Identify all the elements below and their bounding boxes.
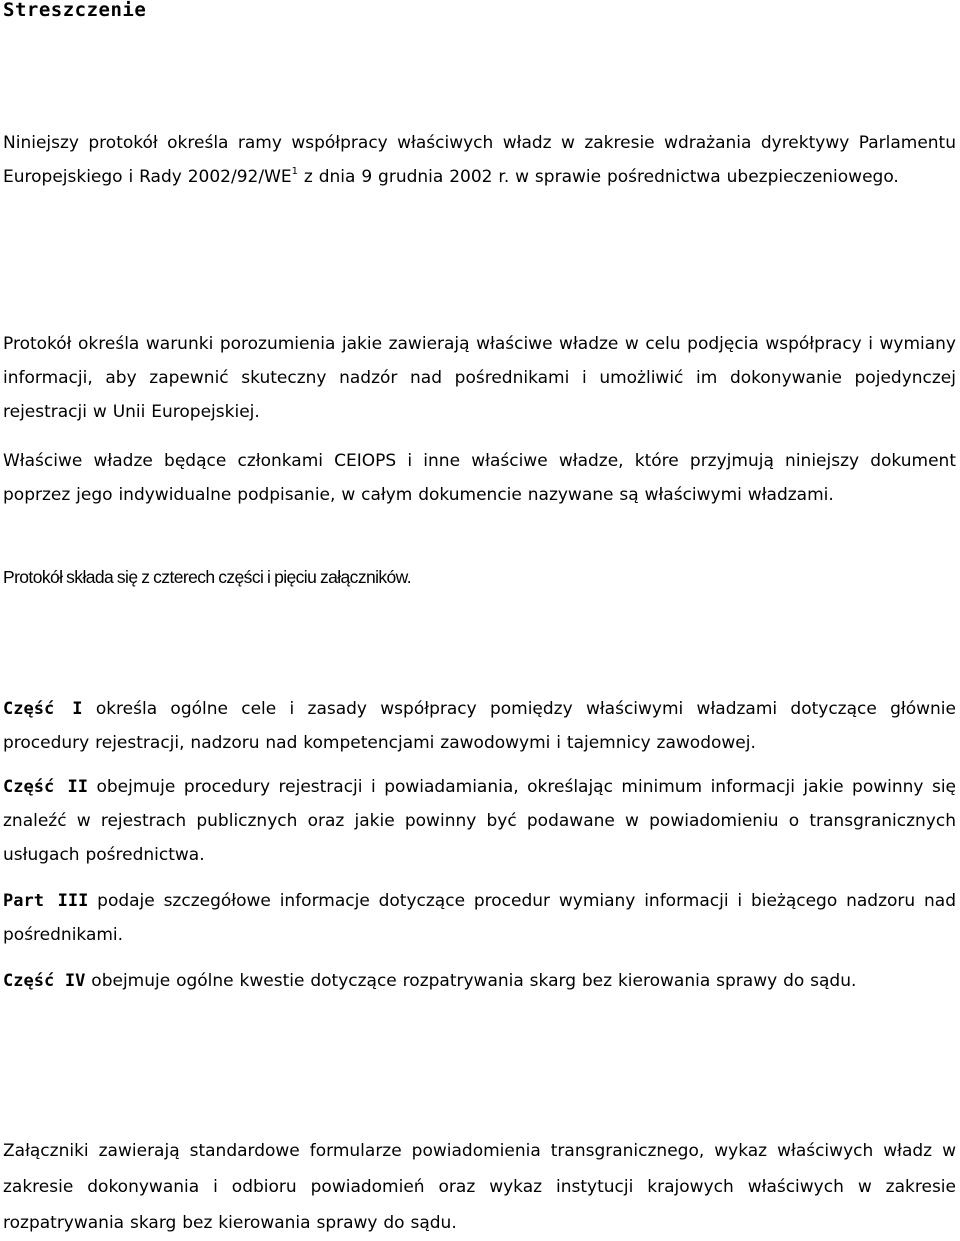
intro-text: Niniejszy protokół określa ramy współpracy właściwych władz w zakresie wdrażania dyrektywy Parlamentu Europejskiego i Rady 2002/92/WE [3,133,956,187]
annexes-paragraph: Załączniki zawierają standardowe formularze powiadomienia transgranicznego, wykaz właściwych władz w zakresie dokonywania i odbioru powiadomień oraz wykaz instytucji krajowych właściwych w zakresie rozpatrywania skarg bez kierowania sprawy do sądu. [3,1141,956,1233]
footnote-reference[interactable]: 1 [291,166,298,177]
intro-text-continued: z dnia 9 grudnia 2002 r. w sprawie pośrednictwa ubezpieczeniowego. [298,167,899,187]
intro-paragraph [3,126,956,194]
section-text: podaje szczegółowe informacje dotyczące procedur wymiany informacji i bieżącego nadzoru nad pośrednikami. [3,891,956,945]
section-part-2 [3,770,956,872]
section-part-4 [3,964,956,998]
section-text: obejmuje procedury rejestracji i powiadamiania, określając minimum informacji jakie powinny się znaleźć w rejestrach publicznych oraz jakie powinny być podawane w powiadomieniu o transgranicznych usługach pośrednictwa. [3,777,957,865]
section-text: określa ogólne cele i zasady współpracy pomiędzy właściwymi władzami dotyczące głównie procedury rejestracji, nadzoru nad kompetencjami zawodowymi i tajemnicy zawodowej. [3,699,956,753]
structure-paragraph: Protokół składa się z czterech części i pięciu załączników. [3,567,412,587]
section-label: Part III [3,891,89,911]
conditions-paragraph: Protokół określa warunki porozumienia jakie zawierają właściwe władze w celu podjęcia współpracy i wymiany informacji, aby zapewnić skuteczny nadzór nad pośrednikami i umożliwić im dokonywanie pojedynczej rejestracji w Unii Europejskiej. [3,334,956,422]
section-label: Część II [3,777,88,797]
section-label: Część I [3,699,83,719]
section-part-3 [3,884,956,952]
section-label: Część IV [3,971,86,991]
section-part-1 [3,692,956,760]
document-heading: Streszczenie [3,0,147,21]
section-text: obejmuje ogólne kwestie dotyczące rozpatrywania skarg bez kierowania sprawy do sądu. [85,971,857,991]
authorities-paragraph: Właściwe władze będące członkami CEIOPS i inne właściwe władze, które przyjmują niniejszy dokument poprzez jego indywidualne podpisanie, w całym dokumencie nazywane są właściwymi władzami. [3,451,956,505]
